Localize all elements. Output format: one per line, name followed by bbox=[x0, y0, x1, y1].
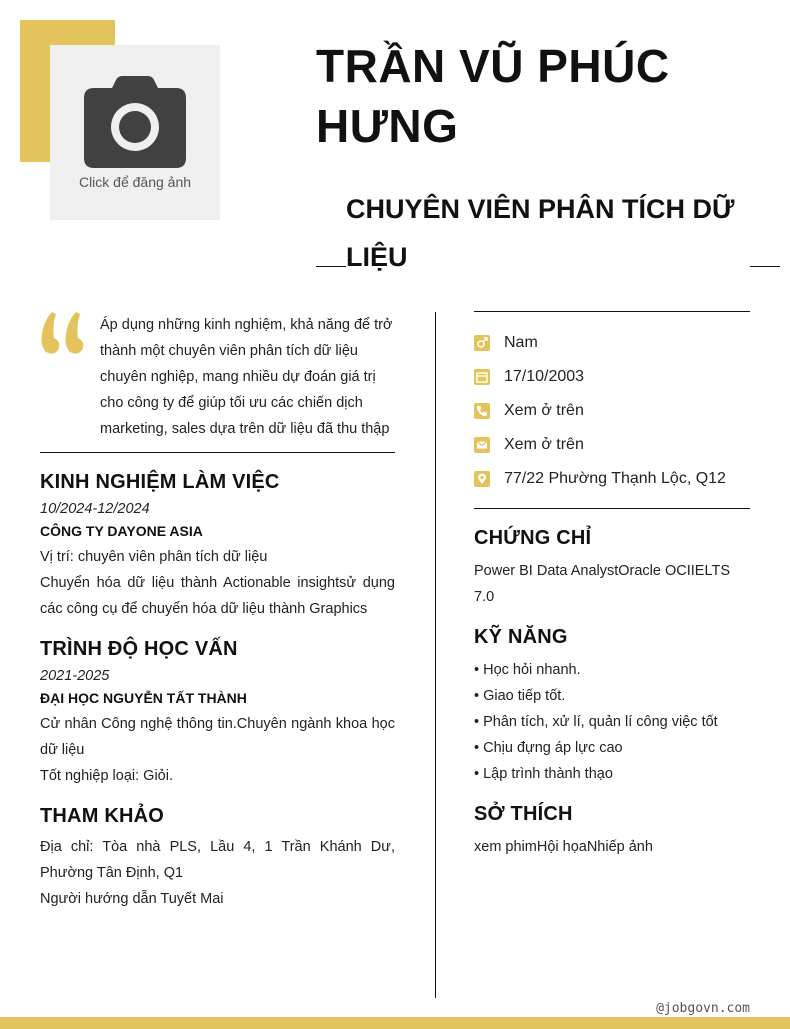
info-text: Xem ở trên bbox=[504, 402, 584, 419]
skill-item: • Phân tích, xử lí, quản lí công việc tốt bbox=[474, 714, 718, 730]
quote-icon bbox=[40, 312, 88, 364]
hobbies-section bbox=[474, 803, 750, 860]
reference-person: Người hướng dẫn Tuyết Mai bbox=[40, 891, 224, 907]
watermark: @jobgovn.com bbox=[656, 1001, 750, 1016]
reference-section bbox=[40, 805, 395, 912]
info-text: 77/22 Phường Thạnh Lộc, Q12 bbox=[504, 470, 726, 487]
skill-item: • Lập trình thành thạo bbox=[474, 766, 613, 782]
reference-address: Địa chỉ: Tòa nhà PLS, Lầu 4, 1 Trần Khánh Dư, Phường Tân Định, Q1 bbox=[40, 839, 395, 881]
education-major: Cử nhân Công nghệ thông tin.Chuyên ngành khoa học dữ liệu bbox=[40, 716, 395, 758]
experience-period: 10/2024-12/2024 bbox=[40, 501, 150, 517]
info-text: Nam bbox=[504, 334, 538, 351]
skill-item: • Học hỏi nhanh. bbox=[474, 662, 581, 678]
photo-caption: Click để đăng ảnh bbox=[78, 173, 192, 190]
info-email bbox=[474, 428, 750, 462]
career-objective bbox=[40, 312, 395, 453]
candidate-name: TRẦN VŨ PHÚC HƯNG bbox=[316, 40, 670, 152]
avatar-upload[interactable] bbox=[50, 45, 220, 220]
education-section bbox=[40, 638, 395, 789]
info-text: Xem ở trên bbox=[504, 436, 584, 453]
gender-icon bbox=[474, 335, 490, 351]
info-gender bbox=[474, 326, 750, 360]
experience-heading: KINH NGHIỆM LÀM VIỆC bbox=[40, 471, 280, 493]
job-title: CHUYÊN VIÊN PHÂN TÍCH DỮ LIỆU bbox=[346, 194, 735, 272]
role-divider-left bbox=[316, 266, 346, 267]
hobbies-heading: SỞ THÍCH bbox=[474, 803, 573, 825]
education-period: 2021-2025 bbox=[40, 668, 110, 684]
bottom-accent-bar bbox=[0, 1017, 790, 1029]
experience-position: Vị trí: chuyên viên phân tích dữ liệu bbox=[40, 549, 268, 565]
info-phone bbox=[474, 394, 750, 428]
role-divider-right bbox=[750, 266, 780, 267]
info-birthday bbox=[474, 360, 750, 394]
calendar-icon bbox=[474, 369, 490, 385]
info-address bbox=[474, 462, 750, 496]
phone-icon bbox=[474, 403, 490, 419]
role-block bbox=[316, 185, 780, 275]
certificates-section bbox=[474, 527, 750, 610]
hobbies-text: xem phimHội họaNhiếp ảnh bbox=[474, 839, 653, 855]
education-heading: TRÌNH ĐỘ HỌC VẤN bbox=[40, 638, 238, 660]
personal-info bbox=[474, 311, 750, 509]
certificates-text: Power BI Data AnalystOracle OCIIELTS 7.0 bbox=[474, 563, 730, 605]
info-text: 17/10/2003 bbox=[504, 368, 585, 385]
left-column bbox=[40, 312, 395, 912]
experience-section bbox=[40, 471, 395, 622]
experience-company: CÔNG TY DAYONE ASIA bbox=[40, 523, 203, 539]
education-school: ĐẠI HỌC NGUYỄN TẤT THÀNH bbox=[40, 690, 247, 706]
skills-section bbox=[474, 626, 750, 787]
skills-list bbox=[474, 657, 750, 787]
education-grade: Tốt nghiệp loại: Giỏi. bbox=[40, 768, 173, 784]
certificates-heading: CHỨNG CHỈ bbox=[474, 527, 592, 549]
email-icon bbox=[474, 437, 490, 453]
column-divider bbox=[435, 312, 436, 998]
objective-text: Áp dụng những kinh nghiệm, khả năng để trở thành một chuyên viên phân tích dữ liệu chuyên nghiệp, mang nhiều dự đoán giá trị cho công ty để giúp tối ưu các chiến dịch marketing, sales dựa trên dữ liệu đã thu thập bbox=[100, 317, 393, 437]
skills-heading: KỸ NĂNG bbox=[474, 626, 568, 648]
location-icon bbox=[474, 471, 490, 487]
experience-description: Chuyển hóa dữ liệu thành Actionable insightsử dụng các công cụ để chuyển hóa dữ liệu thành Graphics bbox=[40, 575, 395, 617]
right-column bbox=[474, 311, 750, 860]
reference-heading: THAM KHẢO bbox=[40, 805, 165, 827]
skill-item: • Giao tiếp tốt. bbox=[474, 688, 566, 704]
camera-icon bbox=[84, 76, 186, 168]
skill-item: • Chịu đựng áp lực cao bbox=[474, 740, 623, 756]
